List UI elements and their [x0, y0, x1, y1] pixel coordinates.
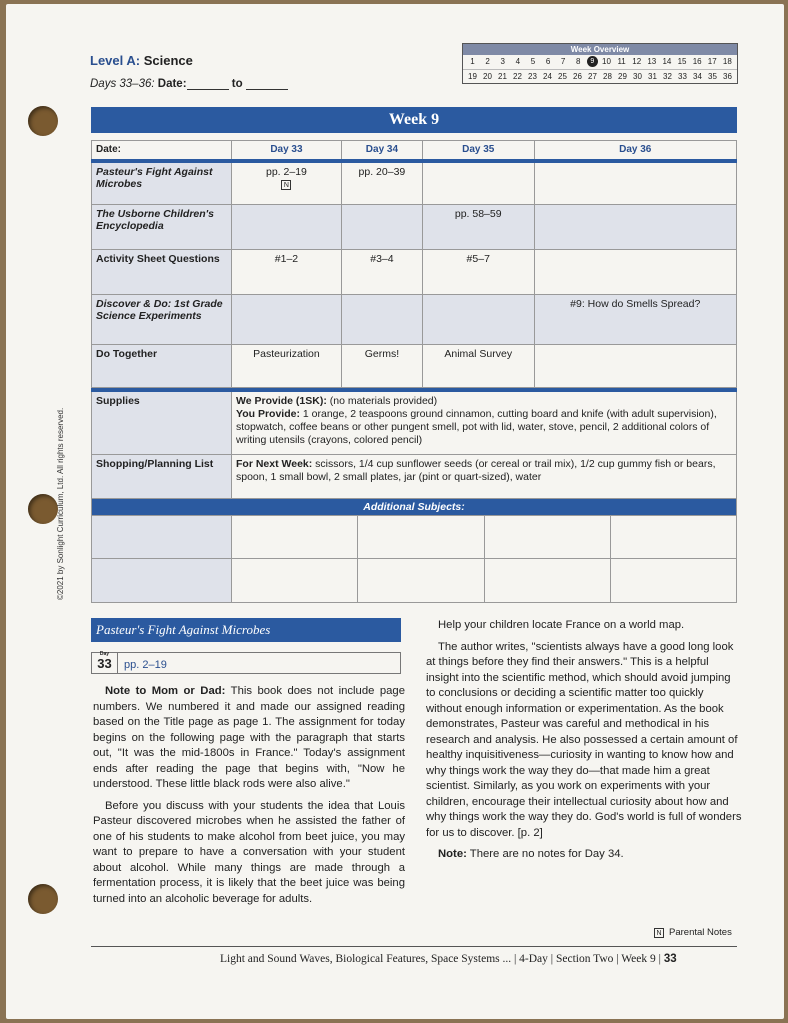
week-number: 32: [663, 72, 672, 81]
date-from-blank[interactable]: [187, 89, 229, 90]
week-number: 19: [468, 72, 477, 81]
binder-hole: [28, 884, 58, 914]
parental-notes-legend: N Parental Notes: [654, 927, 732, 938]
week-number: 2: [485, 57, 490, 66]
additional-subjects-bar: Additional Subjects:: [92, 498, 737, 515]
week-number: 5: [530, 57, 536, 66]
parental-note-icon: N: [654, 928, 664, 938]
date-range: Days 33–36: Date: to: [90, 78, 288, 90]
week-number: 8: [576, 57, 581, 66]
supplies-row: Supplies We Provide (1SK): (no materials provided) You Provide: 1 orange, 2 teaspoons ground cinnamon, cutting board and knife (with adult supervision), stopwatch, coffee beans or other pungent smell, pot with lid, water, stove, pencil, 2 additional colors of writing utensils (crayons, colored pencil): [92, 390, 737, 454]
week-number: 14: [662, 57, 672, 66]
level-title: Level A: Science: [90, 53, 193, 68]
week-number: 11: [617, 57, 626, 66]
table-row: Do Together Pasteurization Germs! Animal Survey: [92, 345, 737, 388]
day-header: Day 34: [341, 141, 422, 161]
week-number: 21: [498, 72, 507, 81]
binder-hole: [28, 494, 58, 524]
table-row: The Usborne Children's Encyclopedia pp. 58–59: [92, 205, 737, 250]
day-header: Day 36: [534, 141, 736, 161]
shopping-row: Shopping/Planning List For Next Week: scissors, 1/4 cup sunflower seeds (or cereal or trail mix), 1/2 cup gummy fish or bears, spoon, 1 small bowl, 2 small plates, jar (pint or quart-sized), water: [92, 454, 737, 498]
date-header: Date:: [92, 141, 232, 161]
section-title: Pasteur's Fight Against Microbes: [91, 618, 401, 642]
week-number: 16: [692, 57, 702, 66]
week-overview: [462, 43, 738, 84]
week-number: 28: [603, 72, 612, 81]
week-number: 35: [708, 72, 717, 81]
week-number: 7: [560, 57, 566, 66]
week-number: 12: [632, 57, 642, 66]
copyright: ©2021 by Sonlight Curriculum, Ltd. All rights reserved.: [56, 407, 65, 600]
week-overview-row: [463, 55, 737, 69]
week-number: 4: [515, 57, 521, 66]
week-title: Week 9: [91, 107, 737, 133]
date-to-blank[interactable]: [246, 89, 288, 90]
right-column: Help your children locate France on a world map. The author writes, "scientists always have a good long look at things before they find their answers." This is a helpful insight into the scientific method, which should avoid jumping to conclusions or deciding a scientific matter too quickly without enough information or experimentation. As the book demonstrates, Pasteur was careful and methodical in his research and analysis. He also possessed a certain amount of healthy inquisitiveness—curiosity in wanting to know how and why things work the way they do—that made him a great scientist. Similarly, as you work on experiments with your children, encourage their intellectual curiosity about how and why things work the way they do. God's world is full of wonders for us to discover. [p. 2] Note: There are no notes for Day 34.: [426, 619, 742, 860]
week-number: 29: [618, 72, 627, 81]
day-number: Day 33: [92, 653, 118, 673]
week-number: 9: [587, 56, 598, 67]
week-overview-row: [463, 69, 737, 83]
left-column: Note to Mom or Dad: This book does not include page numbers. We numbered it and made our assigned reading based on the Title page as page 1. The assignment for today begins on the following page with the paragraph that starts out, "It was the mid-1800s in France." Today's assignment ends after reading the page that begins with, "Now he understood. These little black rods were also alive." Before you discuss with your students the idea that Louis Pasteur discovered microbes when he assisted the father of one of his students to make alcohol from beet juice, you may want to prepare to have a conversation with your student about alcohol. While many things are made through a fermentation process, it is likely that the beet juice was being turned into an alcoholic beverage for adults.: [93, 685, 405, 905]
additional-subjects-grid: [91, 515, 737, 603]
week-number: 10: [602, 57, 611, 66]
day-header: Day 35: [422, 141, 534, 161]
table-row: Activity Sheet Questions #1–2 #3–4 #5–7: [92, 250, 737, 295]
week-number: 34: [693, 72, 702, 81]
week-number: 20: [483, 72, 492, 81]
week-number: 33: [678, 72, 687, 81]
week-number: 27: [588, 72, 597, 81]
week-number: 30: [633, 72, 642, 81]
week-number: 31: [648, 72, 657, 81]
week-overview-title: Week Overview: [463, 44, 737, 55]
binder-hole: [28, 106, 58, 136]
week-number: 15: [677, 57, 687, 66]
table-row: Discover & Do: 1st Grade Science Experiments #9: How do Smells Spread?: [92, 295, 737, 345]
schedule-table: [91, 140, 737, 388]
footer: Light and Sound Waves, Biological Features, Space Systems ... | 4-Day | Section Two | Week 9 | 33: [220, 953, 677, 965]
week-number: 1: [470, 57, 475, 66]
week-number: 26: [573, 72, 582, 81]
week-number: 25: [558, 72, 567, 81]
week-number: 13: [647, 57, 657, 66]
week-number: 18: [722, 57, 732, 66]
day-pages: pp. 2–19: [124, 659, 167, 671]
week-number: 22: [513, 72, 522, 81]
parental-note-icon: N: [281, 180, 291, 190]
week-number: 36: [723, 72, 732, 81]
day-assignment: [91, 652, 401, 674]
table-row: Pasteur's Fight Against Microbes pp. 2–19 N pp. 20–39: [92, 161, 737, 205]
day-header: Day 33: [232, 141, 342, 161]
week-number: 17: [707, 57, 717, 66]
week-number: 23: [528, 72, 537, 81]
week-number: 24: [543, 72, 552, 81]
supplies-table: [91, 388, 737, 516]
footer-rule: [91, 946, 737, 947]
week-number: 6: [545, 57, 551, 66]
week-number: 3: [500, 57, 505, 66]
